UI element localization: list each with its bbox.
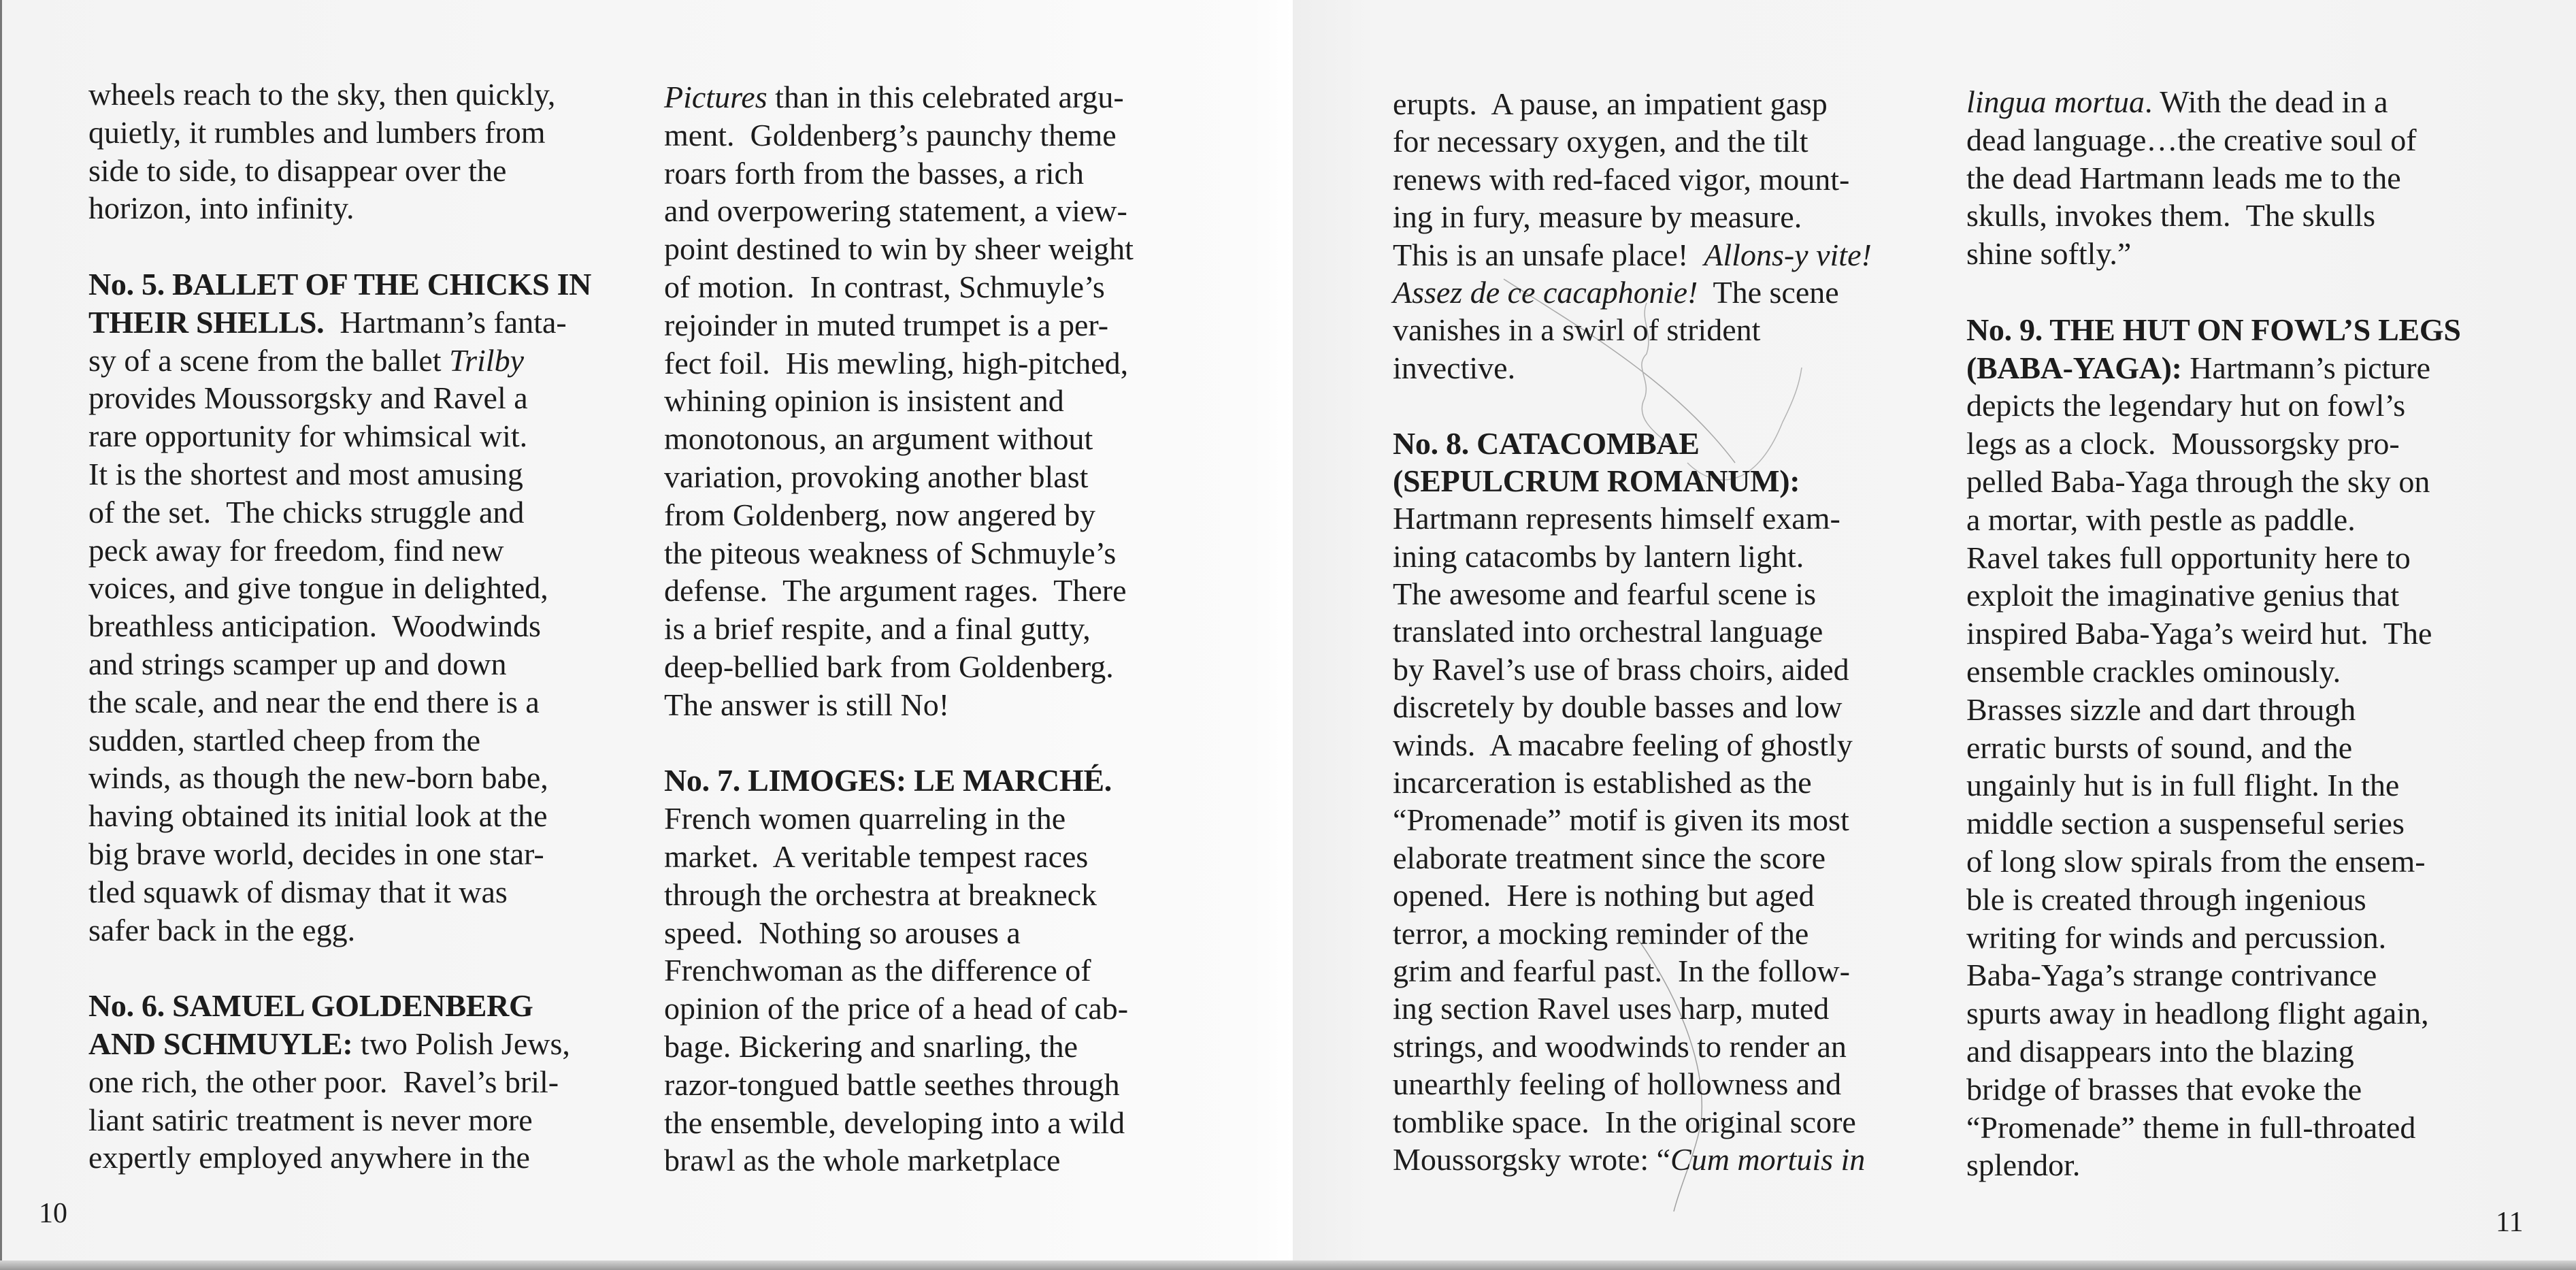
section-heading: No. 9. THE HUT ON FOWL’S LEGS (1966, 312, 2461, 347)
text-line (88, 532, 633, 570)
body-text: safer back in the egg. (88, 912, 356, 947)
column-page11-left (1393, 85, 1937, 1178)
body-text: big brave world, decides in one star- (88, 836, 544, 871)
text-line (1966, 994, 2511, 1032)
body-text: middle section a suspenseful series (1966, 806, 2405, 841)
body-text: from Goldenberg, now angered by (664, 497, 1096, 532)
body-text: quietly, it rumbles and lumbers from (88, 114, 546, 150)
body-text: writing for winds and percussion. (1966, 919, 2387, 955)
body-text: one rich, the other poor. Ravel’s bril- (88, 1064, 559, 1099)
italic-text: Trilby (449, 342, 525, 378)
body-text: grim and fearful past. In the follow- (1393, 953, 1850, 988)
body-text: terror, a mocking reminder of the (1393, 915, 1809, 951)
text-line (664, 496, 1208, 534)
body-text: The scene (1698, 274, 1839, 310)
body-text: ungainly hut is in full flight. In the (1966, 768, 2400, 803)
body-text: horizon, into infinity. (88, 191, 354, 226)
body-text: the dead Hartmann leads me to the (1966, 160, 2401, 195)
paragraph-gap (88, 949, 633, 987)
text-line (1966, 881, 2511, 919)
page-number-right: 11 (2496, 1207, 2524, 1238)
text-line (88, 645, 633, 683)
text-line (664, 116, 1208, 154)
body-text: discretely by double basses and low (1393, 689, 1843, 725)
text-line (664, 534, 1208, 572)
text-line (1393, 425, 1937, 462)
text-line (88, 683, 633, 721)
text-line (1393, 500, 1937, 537)
text-line (1393, 651, 1937, 688)
text-line (1393, 123, 1937, 160)
text-line (88, 607, 633, 645)
body-text: Hartmann’s picture (2181, 350, 2431, 385)
text-line (1393, 801, 1937, 838)
body-text: ing section Ravel uses harp, muted (1393, 991, 1830, 1026)
text-line (88, 873, 633, 911)
text-line (664, 762, 1208, 800)
text-line (1393, 85, 1937, 123)
text-line (664, 838, 1208, 876)
text-line (1966, 843, 2511, 881)
text-line (664, 914, 1208, 952)
body-text: ensemble crackles ominously. (1966, 653, 2341, 689)
text-line (1393, 613, 1937, 650)
text-line (88, 417, 633, 455)
body-text: defense. The argument rages. There (664, 573, 1127, 608)
body-text: Frenchwoman as the difference of (664, 953, 1091, 988)
text-line (1966, 691, 2511, 729)
body-text: peck away for freedom, find new (88, 532, 504, 568)
body-text: vanishes in a swirl of strident (1393, 312, 1761, 348)
body-text: side to side, to disappear over the (88, 152, 507, 188)
body-text: monotonous, an argument without (664, 421, 1093, 457)
text-line (664, 876, 1208, 914)
text-line (664, 1104, 1208, 1142)
section-heading: No. 7. LIMOGES: LE MARCHÉ. (664, 763, 1112, 798)
text-line (1393, 1028, 1937, 1065)
body-text: tomblike space. In the original score (1393, 1104, 1856, 1139)
body-text: deep-bellied bark from Goldenberg. (664, 649, 1114, 684)
body-text: ment. Goldenberg’s paunchy theme (664, 117, 1117, 152)
body-text: skulls, invokes them. The skulls (1966, 198, 2375, 233)
body-text: Hartmann’s fanta- (324, 304, 567, 340)
text-line (1393, 726, 1937, 764)
body-text: elaborate treatment since the score (1393, 840, 1826, 875)
section-heading: THEIR SHELLS. (88, 304, 325, 340)
body-text: bridge of brasses that evoke the (1966, 1071, 2362, 1107)
body-text: having obtained its initial look at the (88, 798, 548, 834)
text-line (664, 610, 1208, 648)
text-line (1966, 576, 2511, 615)
text-line (664, 268, 1208, 306)
text-line (1393, 688, 1937, 726)
paragraph-gap (88, 227, 633, 265)
text-line (1966, 1032, 2511, 1071)
text-line (88, 379, 633, 417)
text-line (664, 990, 1208, 1028)
italic-text: Pictures (664, 80, 767, 114)
body-text: speed. Nothing so arouses a (664, 915, 1021, 950)
body-text: ining catacombs by lantern light. (1393, 538, 1804, 574)
body-text: opened. Here is nothing but aged (1393, 878, 1815, 913)
body-text: whining opinion is insistent and (664, 383, 1064, 419)
body-text: depicts the legendary hut on fowl’s (1966, 388, 2406, 423)
text-line (88, 189, 633, 227)
body-text: invective. (1393, 350, 1516, 385)
text-line (1966, 349, 2511, 387)
body-text: The answer is still No! (664, 687, 950, 722)
section-heading: No. 5. BALLET OF THE CHICKS IN (88, 266, 592, 302)
body-text: razor-tongued battle seethes through (664, 1067, 1120, 1102)
italic-text: Assez de ce cacaphonie! (1393, 274, 1698, 310)
body-text: wheels reach to the sky, then quickly, (88, 77, 556, 112)
body-text: strings, and woodwinds to render an (1393, 1028, 1847, 1064)
body-text: brawl as the whole marketplace (664, 1143, 1061, 1178)
body-text: . With the dead in a (2144, 84, 2388, 119)
body-text: market. A veritable tempest races (664, 838, 1089, 874)
body-text: shine softly.” (1966, 236, 2132, 272)
body-text: voices, and give tongue in delighted, (88, 570, 548, 606)
body-text: variation, provoking another blast (664, 459, 1089, 494)
italic-text: lingua mortua (1966, 84, 2145, 119)
text-line (664, 420, 1208, 458)
body-text: “Promenade” theme in full-throated (1966, 1109, 2416, 1145)
body-text: dead language…the creative soul of (1966, 122, 2417, 157)
body-text: This is an unsafe place! (1393, 237, 1704, 272)
body-text: a mortar, with pestle as paddle. (1966, 502, 2356, 537)
column-page11-right (1966, 83, 2511, 1184)
text-line (1393, 311, 1937, 348)
text-line (1966, 539, 2511, 577)
body-text: Moussorgsky wrote: “ (1393, 1141, 1671, 1177)
text-line (1966, 197, 2511, 235)
text-line (1966, 1146, 2511, 1184)
paragraph-gap (1966, 273, 2511, 311)
text-line (88, 987, 633, 1025)
body-text: winds, as though the new-born babe, (88, 760, 548, 796)
text-line (664, 800, 1208, 838)
text-line (1966, 804, 2511, 843)
body-text: roars forth from the basses, a rich (664, 155, 1084, 191)
text-line (664, 306, 1208, 344)
text-line (88, 797, 633, 835)
body-text: and disappears into the blazing (1966, 1033, 2354, 1069)
paragraph-gap (1393, 387, 1937, 424)
text-line (88, 1063, 633, 1101)
text-line (1393, 575, 1937, 613)
body-text: spurts away in headlong flight again, (1966, 996, 2429, 1031)
text-line (664, 154, 1208, 193)
text-line (88, 759, 633, 797)
scanner-bottom-edge (0, 1260, 2576, 1270)
text-line (1966, 463, 2511, 501)
text-line (664, 344, 1208, 382)
body-text: of motion. In contrast, Schmuyle’s (664, 269, 1105, 304)
text-line (88, 304, 633, 342)
body-text: erupts. A pause, an impatient gasp (1393, 86, 1828, 121)
italic-text: Cum mortuis in (1670, 1141, 1866, 1177)
text-line (1393, 274, 1937, 311)
text-line (1966, 1109, 2511, 1147)
body-text: incarceration is established as the (1393, 765, 1812, 800)
body-text: rejoinder in muted trumpet is a per- (664, 307, 1109, 342)
text-line (664, 458, 1208, 496)
text-line (1393, 161, 1937, 198)
section-heading: No. 8. CATACOMBAE (1393, 425, 1700, 461)
body-text: “Promenade” motif is given its most (1393, 802, 1849, 838)
body-text: and strings scamper up and down (88, 646, 507, 681)
body-text: the scale, and near the end there is a (88, 684, 540, 719)
body-text: inspired Baba-Yaga’s weird hut. The (1966, 616, 2432, 651)
text-line (1966, 425, 2511, 463)
text-line (664, 78, 1208, 116)
body-text: translated into orchestral language (1393, 614, 1823, 649)
body-text: by Ravel’s use of brass choirs, aided (1393, 651, 1849, 687)
paragraph-gap (664, 724, 1208, 762)
body-text: ble is created through ingenious (1966, 881, 2366, 917)
text-line (1966, 235, 2511, 273)
text-line (1393, 839, 1937, 877)
body-text: point destined to win by sheer weight (664, 231, 1134, 267)
body-text: provides Moussorgsky and Ravel a (88, 380, 528, 416)
text-line (1966, 83, 2511, 121)
column-page10-right (664, 78, 1208, 1179)
text-line (1966, 501, 2511, 539)
body-text: Hartmann represents himself exam- (1393, 501, 1840, 536)
body-text: unearthly feeling of hollowness and (1393, 1067, 1842, 1102)
text-line (88, 265, 633, 304)
text-line (1966, 159, 2511, 197)
body-text: sy of a scene from the ballet (88, 342, 450, 378)
text-line (1393, 1103, 1937, 1141)
body-text: Baba-Yaga’s strange contrivance (1966, 958, 2377, 993)
body-text: of the set. The chicks struggle and (88, 494, 525, 530)
text-line (1393, 877, 1937, 914)
text-line (1966, 919, 2511, 957)
text-line (88, 911, 633, 949)
body-text: rare opportunity for whimsical wit. (88, 419, 528, 454)
body-text: two Polish Jews, (352, 1026, 570, 1061)
body-text: breathless anticipation. Woodwinds (88, 608, 541, 644)
section-heading: No. 6. SAMUEL GOLDENBERG (88, 988, 533, 1024)
body-text: Ravel takes full opportunity here to (1966, 540, 2411, 575)
body-text: tled squawk of dismay that it was (88, 874, 508, 909)
text-line (1393, 538, 1937, 575)
text-line (1393, 1141, 1937, 1178)
text-line (664, 951, 1208, 990)
body-text: Brasses sizzle and dart through (1966, 691, 2356, 727)
text-line (664, 1141, 1208, 1179)
body-text: opinion of the price of a head of cab- (664, 991, 1129, 1026)
text-line (88, 835, 633, 873)
text-line (1393, 349, 1937, 387)
section-heading: (BABA-YAGA): (1966, 350, 2182, 385)
text-line (88, 76, 633, 114)
text-line (88, 114, 633, 152)
page-number-left: 10 (39, 1198, 67, 1229)
text-line (664, 648, 1208, 686)
text-line (664, 230, 1208, 268)
text-line (664, 572, 1208, 610)
body-text: expertly employed anywhere in the (88, 1140, 530, 1175)
text-line (1393, 764, 1937, 801)
section-heading: AND SCHMUYLE: (88, 1026, 353, 1061)
text-line (1393, 915, 1937, 952)
body-text: and overpowering statement, a view- (664, 193, 1127, 229)
body-text: pelled Baba-Yaga through the sky on (1966, 463, 2430, 499)
body-text: The awesome and fearful scene is (1393, 576, 1816, 612)
text-line (1966, 729, 2511, 767)
text-line (88, 721, 633, 760)
body-text: liant satiric treatment is never more (88, 1102, 533, 1137)
body-text: renews with red-faced vigor, mount- (1393, 161, 1850, 197)
body-text: for necessary oxygen, and the tilt (1393, 124, 1809, 159)
section-heading: (SEPULCRUM ROMANUM): (1393, 463, 1800, 498)
body-text: winds. A macabre feeling of ghostly (1393, 727, 1853, 762)
text-line (664, 1028, 1208, 1066)
column-page10-left (88, 76, 633, 1177)
body-text: of long slow spirals from the ensem- (1966, 843, 2426, 879)
body-text: fect foil. His mewling, high-pitched, (664, 345, 1129, 380)
text-line (1966, 615, 2511, 653)
text-line (664, 1066, 1208, 1104)
text-line (88, 569, 633, 607)
body-text: than in this celebrated argu- (767, 80, 1124, 114)
text-line (88, 1139, 633, 1177)
body-text: sudden, startled cheep from the (88, 722, 481, 758)
text-line (88, 1101, 633, 1139)
text-line (88, 342, 633, 380)
text-line (88, 152, 633, 190)
text-line (1966, 653, 2511, 691)
body-text: erratic bursts of sound, and the (1966, 730, 2353, 765)
text-line (1393, 236, 1937, 274)
text-line (1966, 121, 2511, 159)
text-line (664, 192, 1208, 230)
text-line (1393, 462, 1937, 500)
text-line (1393, 1065, 1937, 1103)
body-text: French women quarreling in the (664, 801, 1066, 836)
body-text: splendor. (1966, 1147, 2081, 1183)
body-text: exploit the imaginative genius that (1966, 578, 2400, 613)
text-line (1393, 990, 1937, 1027)
body-text: is a brief respite, and a final gutty, (664, 611, 1091, 647)
text-line (88, 1025, 633, 1063)
text-line (1393, 198, 1937, 235)
text-line (1966, 311, 2511, 349)
text-line (1966, 387, 2511, 425)
text-line (88, 493, 633, 532)
italic-text: Allons-y vite! (1704, 237, 1872, 272)
body-text: It is the shortest and most amusing (88, 456, 523, 491)
text-line (1966, 1071, 2511, 1109)
text-line (88, 455, 633, 493)
body-text: through the orchestra at breakneck (664, 877, 1097, 912)
text-line (1966, 766, 2511, 804)
text-line (664, 686, 1208, 724)
body-text: ing in fury, measure by measure. (1393, 199, 1802, 235)
text-line (1393, 952, 1937, 990)
body-text: the ensemble, developing into a wild (664, 1105, 1125, 1140)
text-line (1966, 956, 2511, 994)
body-text: legs as a clock. Moussorgsky pro- (1966, 426, 2400, 461)
body-text: bage. Bickering and snarling, the (664, 1028, 1078, 1064)
body-text: the piteous weakness of Schmuyle’s (664, 535, 1117, 570)
text-line (664, 382, 1208, 420)
